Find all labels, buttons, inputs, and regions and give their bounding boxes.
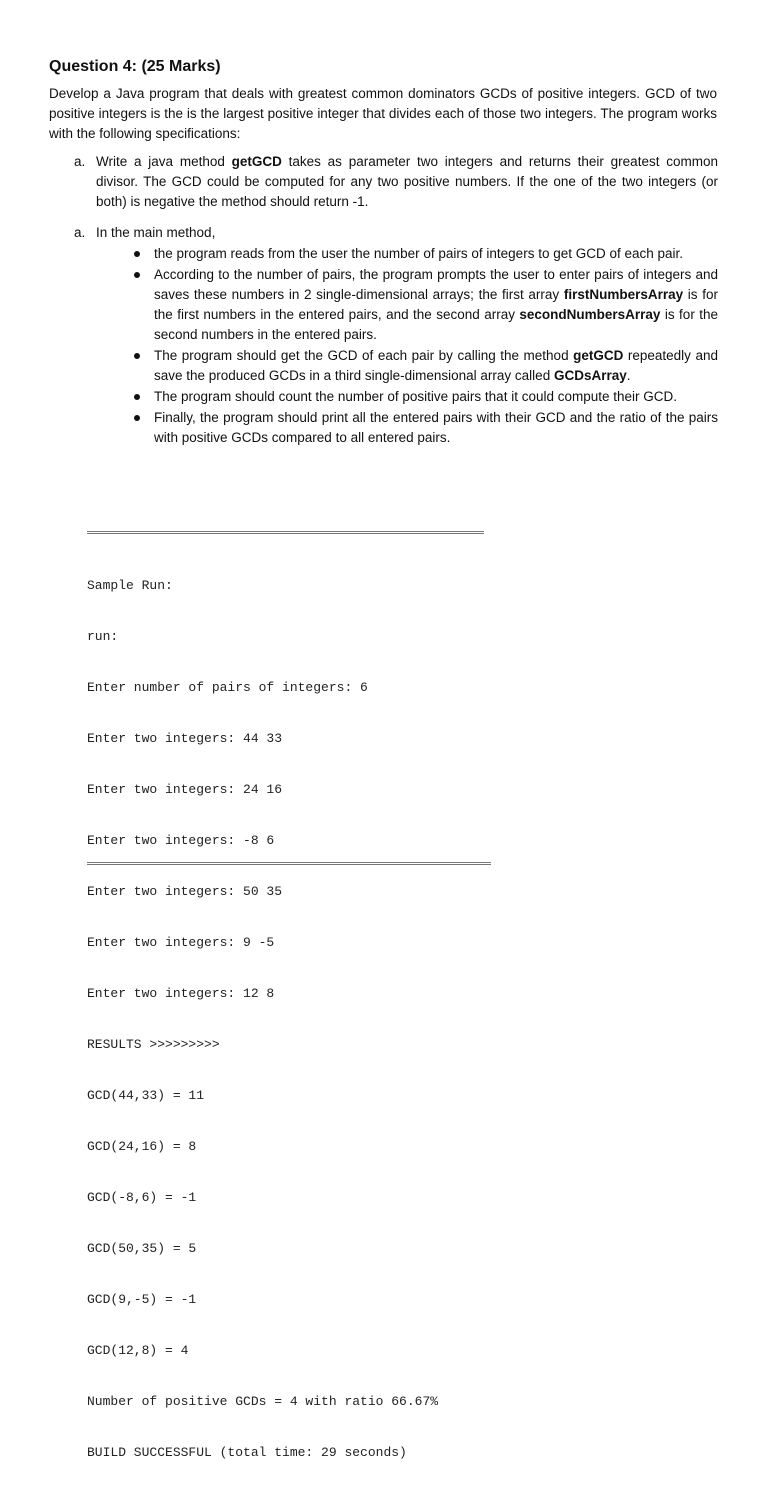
console-line: Enter number of pairs of integers: 6 (87, 680, 368, 695)
bullet-item (133, 346, 718, 386)
console-line: Sample Run: (87, 578, 173, 593)
array-name: GCDsArray (553, 368, 627, 383)
console-line: GCD(12,8) = 4 (87, 1343, 189, 1358)
console-divider-top (87, 531, 484, 534)
console-line: GCD(9,-5) = -1 (87, 1292, 197, 1307)
item-marker: a. (74, 154, 86, 169)
method-name: getGCD (231, 154, 282, 169)
console-line: Number of positive GCDs = 4 with ratio 66.67% (87, 1394, 439, 1409)
console-line: GCD(24,16) = 8 (87, 1139, 197, 1154)
console-line: BUILD SUCCESSFUL (total time: 29 seconds) (87, 1445, 407, 1460)
bullet-text: The program should count the number of positive pairs that it could compute their GCD. (154, 389, 678, 404)
bullet-text: According to the number of pairs, the program prompts the user to enter pairs of integers and saves these numbers in 2 single-dimensional arrays; the first array (154, 267, 718, 302)
spec-item-getgcd (74, 152, 718, 214)
console-line: Enter two integers: 9 -5 (87, 935, 275, 950)
bullet-text: The program should get the GCD of each pair by calling the method (154, 348, 574, 363)
bullet-dot-icon (134, 353, 140, 359)
item-text: In the main method, (96, 225, 216, 240)
question-intro: Develop a Java program that deals with greatest common dominators GCDs of positive integers. GCD of two positive integers is the is the largest positive integer that divides each of those two integers. The program works with the following specifications: (49, 86, 717, 141)
bullet-text: is for the second numbers in the entered pairs. (154, 307, 719, 342)
console-line: Enter two integers: -8 6 (87, 833, 275, 848)
bullet-text: . (626, 368, 631, 383)
console-line: RESULTS >>>>>>>>> (87, 1037, 220, 1052)
item-text-part: Write a java method (96, 154, 232, 169)
bullet-dot-icon (134, 272, 140, 278)
method-name: getGCD (573, 348, 624, 363)
bullet-dot-icon (134, 394, 140, 400)
console-line: GCD(50,35) = 5 (87, 1241, 197, 1256)
item-text (96, 152, 718, 212)
bullet-item (133, 408, 718, 448)
main-method-bullets (133, 244, 718, 449)
bullet-text: repeatedly and save the produced GCDs in a third single-dimensional array called (154, 348, 718, 383)
bullet-item (133, 387, 718, 407)
bullet-text: is for the first numbers in the entered pairs, and the second array (154, 287, 718, 322)
console-line: GCD(-8,6) = -1 (87, 1190, 197, 1205)
console-line: Enter two integers: 44 33 (87, 731, 283, 746)
bullet-text: the program reads from the user the number of pairs of integers to get GCD of each pair. (154, 246, 684, 261)
item-text-part: takes as parameter two integers and returns their greatest common divisor. The GCD could be computed for any two positive numbers. If the one of the two integers (or both) is negative the method should return -1. (96, 154, 718, 209)
console-line: Enter two integers: 24 16 (87, 782, 283, 797)
bullet-text: Finally, the program should print all the entered pairs with their GCD and the ratio of the pairs with positive GCDs compared to all entered pairs. (154, 410, 718, 445)
console-line: Enter two integers: 12 8 (87, 986, 275, 1001)
console-line: run: (87, 629, 119, 644)
array-name: firstNumbersArray (563, 287, 684, 302)
bullet-item (133, 265, 718, 345)
console-line: Enter two integers: 50 35 (87, 884, 283, 899)
console-line: GCD(44,33) = 11 (87, 1088, 205, 1103)
console-divider-bottom (87, 862, 491, 865)
array-name: secondNumbersArray (519, 307, 661, 322)
bullet-item (133, 244, 718, 264)
bullet-dot-icon (134, 251, 140, 257)
question-title: Question 4: (25 Marks) (49, 58, 221, 75)
item-marker: a. (74, 225, 86, 240)
spec-item-main (74, 223, 718, 245)
bullet-dot-icon (134, 415, 140, 421)
sample-run-console (87, 543, 438, 1495)
